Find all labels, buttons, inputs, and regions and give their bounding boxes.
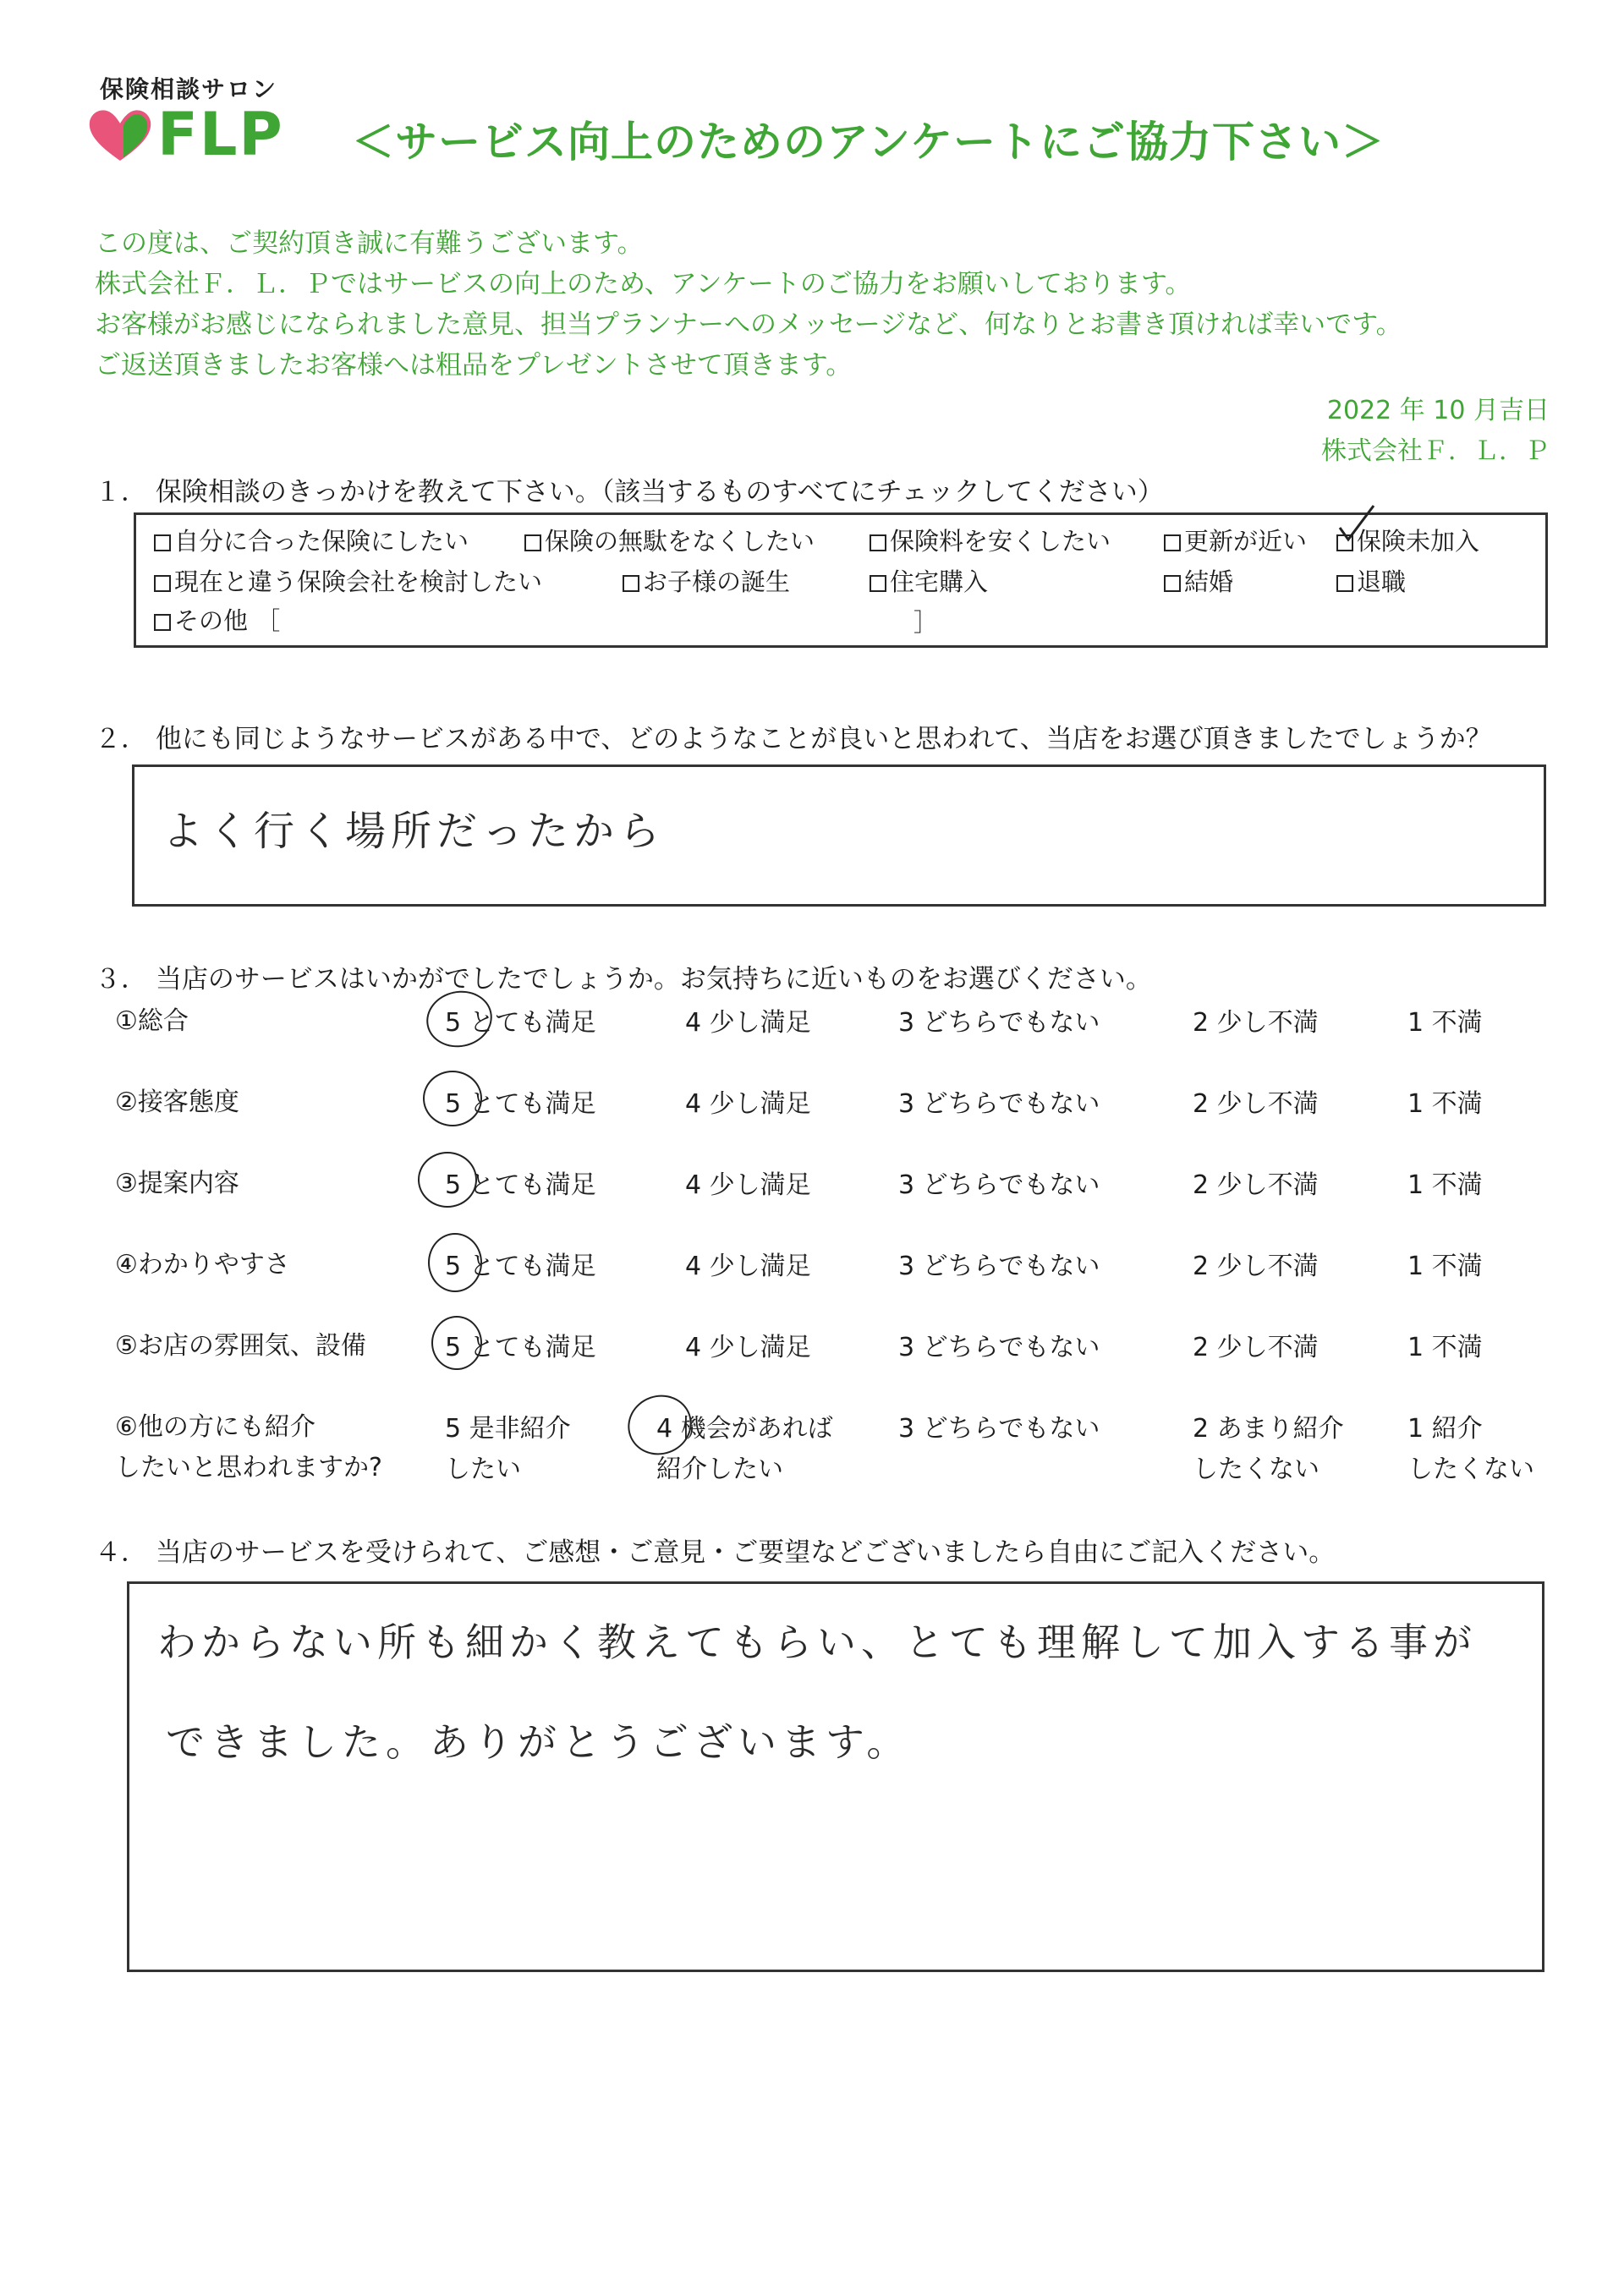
referral-choice-5[interactable]: 5 是非紹介 <box>445 1414 571 1444</box>
q1-other-bracket-close: ］ <box>914 608 939 637</box>
rating-choice-4[interactable]: 4 少し満足 <box>685 1170 811 1200</box>
rating-choice-4[interactable]: 4 少し満足 <box>685 1252 811 1281</box>
referral-label-line-2: したいと思われますか? <box>115 1453 382 1482</box>
rating-row-label: ⑤お店の雰囲気、設備 <box>115 1331 366 1361</box>
checkbox-icon[interactable] <box>870 575 886 592</box>
checkbox-icon[interactable] <box>154 575 171 592</box>
q4-handwritten-answer-line-2: できました。ありがとうございます。 <box>166 1719 911 1765</box>
checkbox-icon[interactable] <box>154 534 171 551</box>
rating-choice-3[interactable]: 3 どちらでもない <box>898 1333 1100 1362</box>
company-name: 株式会社Ｆ．Ｌ．Ｐ <box>1321 436 1550 466</box>
issue-date: 2022 年 10 月吉日 <box>1326 396 1550 425</box>
q1-option-8[interactable]: 住宅購入 <box>870 563 988 598</box>
question-4: ４． 当店のサービスを受けられて、ご感想・ご意見・ご要望などございましたら自由にご記入ください。 <box>95 1537 1336 1568</box>
rating-choice-5[interactable]: 5 とても満足 <box>445 1170 596 1200</box>
checkbox-icon[interactable] <box>1164 575 1181 592</box>
logo-subtitle: 保険相談サロン <box>100 75 278 103</box>
rating-choice-2[interactable]: 2 少し不満 <box>1193 1008 1319 1038</box>
referral-choice-2-line-2: したくない <box>1193 1455 1320 1484</box>
rating-choice-5[interactable]: 5 とても満足 <box>445 1089 596 1119</box>
q1-option-9[interactable]: 結婚 <box>1164 563 1233 598</box>
q1-option-10[interactable]: 退職 <box>1336 563 1406 598</box>
rating-choice-4[interactable]: 4 少し満足 <box>685 1333 811 1362</box>
intro-line-3: お客様がお感じになられました意見、担当プランナーへのメッセージなど、何なりとお書き頂ければ幸いです。 <box>95 310 1402 340</box>
q1-option-3[interactable]: 保険料を安くしたい <box>870 523 1111 557</box>
rating-row-label: ④わかりやすさ <box>115 1250 290 1280</box>
rating-row-label: ①総合 <box>115 1006 189 1036</box>
rating-row-label: ③提案内容 <box>115 1169 239 1198</box>
checkmark-icon <box>1336 502 1377 545</box>
q1-option-6[interactable]: 現在と違う保険会社を検討したい <box>154 563 542 598</box>
checkbox-icon[interactable] <box>154 614 171 631</box>
referral-choice-2[interactable]: 2 あまり紹介 <box>1193 1414 1344 1444</box>
rating-choice-1[interactable]: 1 不満 <box>1407 1333 1483 1362</box>
rating-choice-4[interactable]: 4 少し満足 <box>685 1089 811 1119</box>
logo-wordmark: FLP <box>157 100 284 169</box>
referral-choice-5-line-2: したい <box>445 1455 521 1484</box>
checkbox-icon[interactable] <box>870 534 886 551</box>
checkbox-icon[interactable] <box>1164 534 1181 551</box>
rating-choice-1[interactable]: 1 不満 <box>1407 1089 1483 1119</box>
rating-choice-3[interactable]: 3 どちらでもない <box>898 1252 1100 1281</box>
q2-handwritten-answer: よく行く場所だったから <box>162 808 666 855</box>
referral-choice-1[interactable]: 1 紹介 <box>1407 1414 1483 1444</box>
rating-choice-1[interactable]: 1 不満 <box>1407 1252 1483 1281</box>
checkbox-icon[interactable] <box>524 534 541 551</box>
referral-choice-4-line-2: 紹介したい <box>656 1455 783 1484</box>
rating-choice-5[interactable]: 5 とても満足 <box>445 1252 596 1281</box>
rating-choice-3[interactable]: 3 どちらでもない <box>898 1170 1100 1200</box>
rating-choice-2[interactable]: 2 少し不満 <box>1193 1333 1319 1362</box>
checkbox-icon[interactable] <box>623 575 639 592</box>
selected-circle-mark <box>428 1233 482 1292</box>
referral-choice-1-line-2: したくない <box>1407 1455 1534 1484</box>
referral-choice-4[interactable]: 4 機会があれば <box>656 1414 833 1444</box>
selected-circle-mark <box>423 1071 482 1126</box>
rating-choice-2[interactable]: 2 少し不満 <box>1193 1252 1319 1281</box>
intro-line-4: ご返送頂きましたお客様へは粗品をプレゼントさせて頂きます。 <box>95 350 853 381</box>
rating-choice-3[interactable]: 3 どちらでもない <box>898 1008 1100 1038</box>
checkbox-icon[interactable] <box>1336 575 1353 592</box>
referral-choice-3[interactable]: 3 どちらでもない <box>898 1414 1100 1444</box>
selected-circle-mark <box>431 1316 482 1370</box>
question-1: １． 保険相談のきっかけを教えて下さい。（該当するものすべてにチェックしてください） <box>95 477 1164 507</box>
referral-label-line-1: ⑥他の方にも紹介 <box>115 1412 315 1442</box>
question-3: ３． 当店のサービスはいかがでしたでしょうか。お気持ちに近いものをお選びください。 <box>95 964 1152 995</box>
rating-choice-2[interactable]: 2 少し不満 <box>1193 1170 1319 1200</box>
q1-option-5[interactable]: 保険未加入 <box>1336 523 1479 557</box>
rating-choice-4[interactable]: 4 少し満足 <box>685 1008 811 1038</box>
selected-circle-mark <box>418 1152 477 1208</box>
rating-choice-5[interactable]: 5 とても満足 <box>445 1008 596 1038</box>
q1-option-4[interactable]: 更新が近い <box>1164 523 1307 557</box>
heart-logo-icon <box>86 105 154 164</box>
q4-handwritten-answer-line-1: わからない所も細かく教えてもらい、とても理解して加入する事が <box>157 1619 1477 1665</box>
intro-line-1: この度は、ご契約頂き誠に有難うございます。 <box>95 228 644 259</box>
q1-option-7[interactable]: お子様の誕生 <box>623 563 790 598</box>
rating-choice-2[interactable]: 2 少し不満 <box>1193 1089 1319 1119</box>
q1-option-1[interactable]: 自分に合った保険にしたい <box>154 523 469 557</box>
rating-choice-5[interactable]: 5 とても満足 <box>445 1333 596 1362</box>
rating-choice-1[interactable]: 1 不満 <box>1407 1170 1483 1200</box>
rating-choice-3[interactable]: 3 どちらでもない <box>898 1089 1100 1119</box>
page-title: ＜サービス向上のためのアンケートにご協力下さい＞ <box>352 118 1385 167</box>
rating-choice-1[interactable]: 1 不満 <box>1407 1008 1483 1038</box>
rating-row-label: ②接客態度 <box>115 1088 239 1117</box>
intro-line-2: 株式会社Ｆ．Ｌ．Ｐではサービスの向上のため、アンケートのご協力をお願いしております。 <box>95 269 1192 299</box>
q1-option-other[interactable]: その他 ［ <box>154 602 280 637</box>
question-2: ２． 他にも同じようなサービスがある中で、どのようなことが良いと思われて、当店をお選び頂きましたでしょうか？ <box>95 724 1492 754</box>
q1-option-2[interactable]: 保険の無駄をなくしたい <box>524 523 815 557</box>
